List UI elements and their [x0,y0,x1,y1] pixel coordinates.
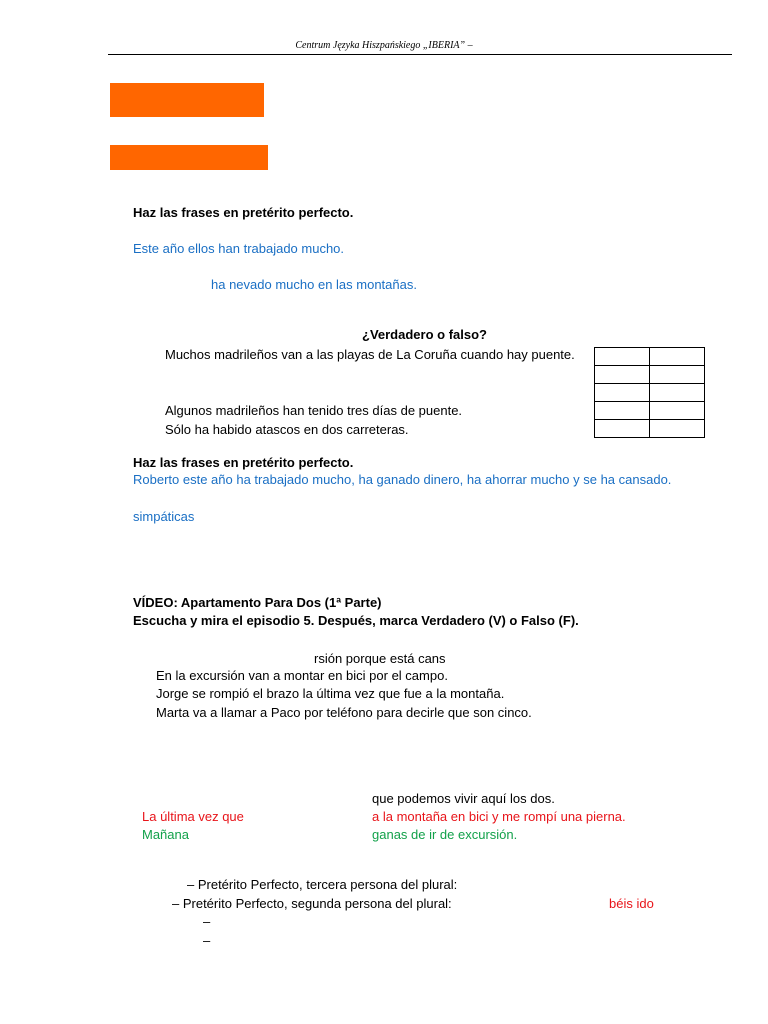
video-item-3: Marta va a llamar a Paco por teléfono para decirle que son cinco. [156,705,532,720]
section2-answer-2: simpáticas [133,509,195,524]
truefalse-item-3: Sólo ha habido atascos en dos carreteras. [165,422,409,437]
true-false-table [594,347,705,438]
table-row [595,366,705,384]
table-cell[interactable] [650,420,705,438]
section1-answer-1: Este año ellos han trabajado mucho. [133,241,345,256]
table-cell[interactable] [595,384,650,402]
truefalse-item-2: Algunos madrileños han tenido tres días de puente. [165,403,463,418]
grammar-line-2: – Pretérito Perfecto, segunda persona del plural: [172,896,452,911]
matching-left-2: Mañana [142,827,189,842]
table-cell[interactable] [650,348,705,366]
matching-right-1: a la montaña en bici y me rompí una pierna. [372,809,626,824]
matching-left-1: La última vez que [142,809,244,824]
table-cell[interactable] [650,402,705,420]
video-instruction: Escucha y mira el episodio 5. Después, marca Verdadero (V) o Falso (F). [133,613,579,628]
table-row [595,348,705,366]
table-cell[interactable] [595,402,650,420]
truefalse-item-1: Muchos madrileños van a las playas de La Coruña cuando hay puente. [165,347,575,362]
table-row [595,384,705,402]
orange-block-1 [110,83,264,117]
table-cell[interactable] [595,420,650,438]
section1-answer-2: ha nevado mucho en las montañas. [211,277,417,292]
table-cell[interactable] [650,366,705,384]
table-cell[interactable] [595,366,650,384]
table-row [595,402,705,420]
video-fragment: rsión porque está cans [314,651,446,666]
truefalse-heading: ¿Verdadero o falso? [362,327,487,342]
grammar-line-4: – [203,933,211,948]
video-item-2: Jorge se rompió el brazo la última vez que fue a la montaña. [156,686,505,701]
section1-heading: Haz las frases en pretérito perfecto. [133,205,354,220]
page-header: Centrum Języka Hiszpańskiego „IBERIA” – [295,40,473,51]
orange-block-2 [110,145,268,170]
section2-heading: Haz las frases en pretérito perfecto. [133,455,354,470]
table-cell[interactable] [650,384,705,402]
matching-right-top: que podemos vivir aquí los dos. [372,791,555,806]
grammar-line-2-answer: béis ido [609,896,654,911]
video-item-1: En la excursión van a montar en bici por el campo. [156,668,448,683]
grammar-line-3: – [203,914,211,929]
matching-right-2: ganas de ir de excursión. [372,827,518,842]
video-title: VÍDEO: Apartamento Para Dos (1ª Parte) [133,595,382,610]
section2-answer-1: Roberto este año ha trabajado mucho, ha ganado dinero, ha ahorrar mucho y se ha cansado. [133,472,672,487]
table-cell[interactable] [595,348,650,366]
table-row [595,420,705,438]
grammar-line-1: – Pretérito Perfecto, tercera persona del plural: [187,877,458,892]
header-rule [108,54,732,55]
